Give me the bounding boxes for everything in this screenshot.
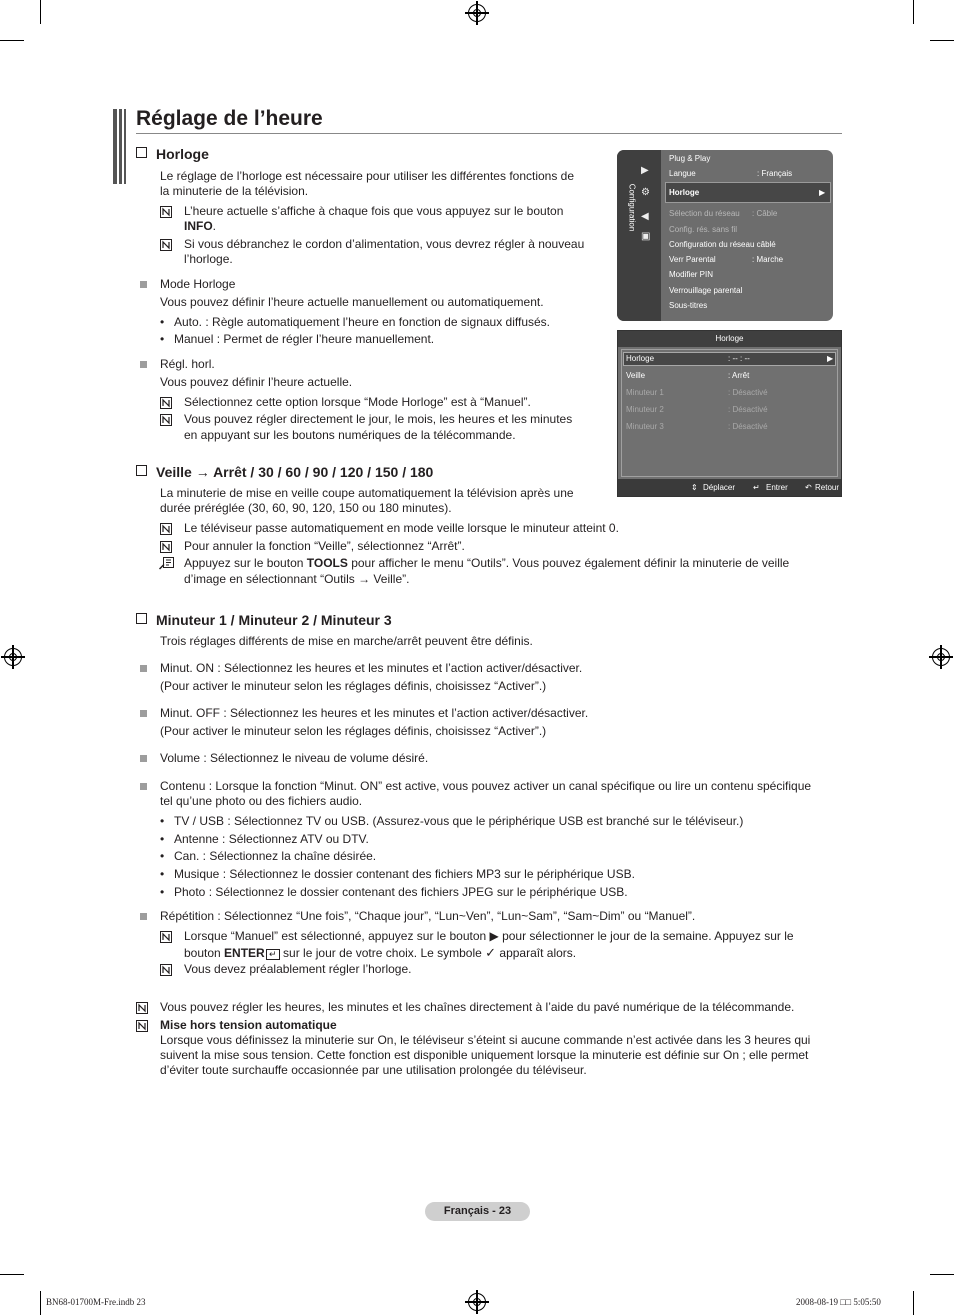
section-heading-veille: [136, 464, 433, 481]
crop-mark: [913, 0, 914, 24]
menu-item-modifier-pin: Modifier PIN: [669, 270, 714, 279]
menu-value-langue: : Français: [757, 169, 793, 178]
note-icon: [136, 1002, 148, 1014]
tv-horloge-menu-screenshot: [617, 330, 842, 497]
square-bullet-icon: [140, 710, 147, 717]
page-number-badge: Français - 23: [425, 1202, 530, 1221]
heading-text: Minuteur 1 / Minuteur 2 / Minuteur 3: [156, 612, 392, 628]
enter-icon: ↵: [266, 949, 280, 960]
bullet-dot: •: [160, 832, 165, 846]
enter-icon: ↵: [753, 483, 760, 492]
menu-item-verrouillage-parental: Verrouillage parental: [669, 286, 743, 295]
regl-horl-label: Régl. horl.: [160, 357, 215, 371]
menu-item-config-cable: Configuration du réseau câblé: [669, 240, 776, 249]
registration-mark-icon: [932, 648, 950, 666]
heading-text: Veille → Arrêt / 30 / 60 / 90 / 120 / 150 / 180: [156, 464, 434, 480]
footer-move: Déplacer: [703, 483, 736, 492]
minut-contenu-line2: tel qu’une photo ou des fichiers audio.: [160, 794, 363, 808]
section-heading-minuteur: [136, 612, 392, 629]
veille-note2: Pour annuler la fonction “Veille”, sélectionnez “Arrêt”.: [184, 539, 465, 553]
crop-mark: [930, 1274, 954, 1275]
footer-back: Retour: [815, 483, 840, 492]
regl-note1: Sélectionnez cette option lorsque “Mode Horloge” est à “Manuel”.: [184, 395, 531, 409]
setup-gear-icon: ⚙: [641, 187, 650, 198]
contenu-tv-usb: TV / USB : Sélectionnez TV ou USB. (Assurez-vous que le périphérique USB est branché sur le téléviseur.): [174, 814, 744, 828]
submenu-row-minuteur-3: Minuteur 3: [626, 422, 664, 431]
horloge-note1-line2: [184, 219, 216, 234]
submenu-value-horloge: : -- : --: [728, 354, 750, 363]
veille-desc-2: durée préréglée (30, 60, 90, 120, 150 ou 180 minutes).: [160, 501, 452, 515]
footer-file: BN68-01700M-Fre.indb 23: [46, 1297, 146, 1307]
submenu-value-minuteur-1: : Désactivé: [728, 388, 768, 397]
minut-off-line1: Minut. OFF : Sélectionnez les heures et les minutes et l’action activer/désactiver.: [160, 706, 589, 720]
crop-mark: [913, 1291, 914, 1315]
veille-desc-1: La minuterie de mise en veille coupe automatiquement la télévision après une: [160, 486, 574, 500]
section-heading-horloge: [136, 146, 209, 163]
minut-contenu-line1: Contenu : Lorsque la fonction “Minut. ON” est active, vous pouvez activer un canal spécifique ou lire un contenu spécifique: [160, 779, 812, 793]
bullet-dot: •: [160, 849, 165, 863]
note-icon: [160, 206, 172, 218]
minut-repetition: Répétition : Sélectionnez “Une fois”, “Chaque jour”, “Lun~Ven”, “Lun~Sam”, “Sam~Dim” ou “Manuel”.: [160, 909, 696, 923]
square-bullet-icon: [140, 913, 147, 920]
registration-mark-icon: [468, 1293, 486, 1311]
title-rule: [136, 133, 842, 134]
minut-on-line1: Minut. ON : Sélectionnez les heures et les minutes et l’action activer/désactiver.: [160, 661, 583, 675]
square-bullet-icon: [140, 755, 147, 762]
minut-off-line2: (Pour activer le minuteur selon les réglages définis, choisissez “Activer”.): [160, 724, 547, 738]
veille-tools-line1: [184, 556, 789, 571]
horloge-note2-line1: Si vous débranchez le cordon d’alimentation, vous devrez régler à nouveau: [184, 237, 585, 251]
horloge-intro-2: la minuterie de la télévision.: [160, 184, 309, 198]
bottom-note2-heading: Mise hors tension automatique: [160, 1018, 337, 1032]
submenu-row-minuteur-2: Minuteur 2: [626, 405, 664, 414]
note-icon: [160, 239, 172, 251]
submenu-row-horloge: Horloge: [626, 354, 655, 363]
mode-horloge-label: Mode Horloge: [160, 277, 236, 291]
crop-mark: [40, 1291, 41, 1315]
bottom-note1: Vous pouvez régler les heures, les minutes et les chaînes directement à l’aide du pavé numérique de la télécommande.: [160, 1000, 795, 1014]
crop-mark: [0, 40, 24, 41]
contenu-musique: Musique : Sélectionnez le dossier contenant des fichiers MP3 sur le périphérique USB.: [174, 867, 635, 881]
arrow-right-icon: ▶: [819, 188, 826, 197]
minut-volume: Volume : Sélectionnez le niveau de volume désiré.: [160, 751, 429, 765]
registration-mark-icon: [468, 4, 486, 22]
crop-mark: [0, 1274, 24, 1275]
bottom-note2-line3: d’éviter toute surchauffe occasionnée par une utilisation prolongée du téléviseur.: [160, 1063, 587, 1077]
menu-value-verr-parental: : Marche: [752, 255, 784, 264]
square-bullet-icon: [140, 783, 147, 790]
submenu-value-minuteur-2: : Désactivé: [728, 405, 768, 414]
note-icon: [160, 414, 172, 426]
application-icon: ▣: [641, 231, 651, 242]
veille-note1: Le téléviseur passe automatiquement en mode veille lorsque le minuteur atteint 0.: [184, 521, 619, 535]
return-icon: ↶: [805, 483, 812, 492]
checkbox-bullet-icon: [136, 465, 147, 476]
menu-item-sous-titres: Sous-titres: [669, 301, 708, 310]
info-button-label: INFO: [184, 219, 213, 233]
mode-horloge-desc: Vous pouvez définir l’heure actuelle manuellement ou automatiquement.: [160, 295, 544, 309]
note-icon: [160, 541, 172, 553]
note-icon: [160, 523, 172, 535]
contenu-photo: Photo : Sélectionnez le dossier contenant des fichiers JPEG sur le périphérique USB.: [174, 885, 628, 899]
note-icon: [160, 931, 172, 943]
footer-enter: Entrer: [766, 483, 788, 492]
note-icon: [160, 397, 172, 409]
text: bouton: [184, 946, 225, 960]
contenu-can: Can. : Sélectionnez la chaîne désirée.: [174, 849, 377, 863]
text: pour afficher le menu “Outils”. Vous pouvez également définir la minuterie de veille: [347, 556, 790, 570]
repetition-note1-line2: [184, 945, 576, 961]
bottom-note2-line1: Lorsque vous définissez la minuterie sur On, le téléviseur s’éteint si aucune commande n’est activée dans les 3 heures qui: [160, 1033, 811, 1047]
mode-manuel: Manuel : Permet de régler l’heure manuellement.: [174, 332, 435, 346]
text: sur le jour de votre choix. Le symbole: [279, 946, 486, 960]
page-title: Réglage de l’heure: [136, 107, 323, 130]
arrow-right-icon: ▶: [827, 354, 834, 363]
menu-side-label: Configuration: [627, 183, 637, 232]
crop-mark: [40, 0, 41, 24]
enter-button-label: ENTER: [224, 946, 265, 960]
submenu-value-minuteur-3: : Désactivé: [728, 422, 768, 431]
horloge-note2-line2: l’horloge.: [184, 252, 233, 266]
repetition-note2: Vous devez préalablement régler l’horloge.: [184, 962, 412, 976]
text: apparaît alors.: [496, 946, 577, 960]
veille-tools-line2: d’image en sélectionnant “Outils → Veille”.: [184, 572, 410, 586]
repetition-note1-line1: Lorsque “Manuel” est sélectionné, appuyez sur le bouton ▶ pour sélectionner le jour de la semaine. Appuyez sur le: [184, 929, 794, 943]
checkbox-bullet-icon: [136, 147, 147, 158]
picture-icon: ▶: [641, 165, 649, 176]
input-icon: ◀: [641, 211, 649, 222]
menu-item-plug-play: Plug & Play: [669, 154, 711, 163]
submenu-row-minuteur-1: Minuteur 1: [626, 388, 664, 397]
submenu-footer: [618, 479, 841, 496]
checkmark-icon: ✓: [485, 945, 497, 960]
contenu-antenne: Antenne : Sélectionnez ATV ou DTV.: [174, 832, 369, 846]
tools-button-label: TOOLS: [306, 556, 348, 570]
minuteur-desc: Trois réglages différents de mise en marche/arrêt peuvent être définis.: [160, 634, 533, 648]
heading-text: Horloge: [156, 146, 209, 162]
mode-auto: Auto. : Règle automatiquement l’heure en fonction de signaux diffusés.: [174, 315, 551, 329]
regl-note2-line2: en appuyant sur les boutons numériques de la télécommande.: [184, 428, 516, 442]
submenu-title: Horloge: [618, 331, 841, 347]
submenu-row-veille: Veille: [626, 371, 646, 380]
tv-config-menu-screenshot: [617, 150, 833, 321]
menu-value-selection-reseau: : Câble: [752, 209, 778, 218]
horloge-note1-line1: L’heure actuelle s’affiche à chaque fois que vous appuyez sur le bouton: [184, 204, 564, 218]
note-icon: [136, 1020, 148, 1032]
crop-mark: [930, 40, 954, 41]
tools-icon: [159, 557, 175, 569]
move-arrows-icon: ⇕: [691, 483, 698, 492]
text: Appuyez sur le bouton: [184, 556, 307, 570]
checkbox-bullet-icon: [136, 613, 147, 624]
square-bullet-icon: [140, 361, 147, 368]
note-icon: [160, 964, 172, 976]
bullet-dot: •: [160, 867, 165, 881]
registration-mark-icon: [4, 648, 22, 666]
text: .: [212, 219, 217, 233]
bullet-dot: •: [160, 814, 165, 828]
menu-item-langue: Langue: [669, 169, 696, 178]
minut-on-line2: (Pour activer le minuteur selon les réglages définis, choisissez “Activer”.): [160, 679, 547, 693]
bullet-dot: •: [160, 332, 165, 346]
square-bullet-icon: [140, 281, 147, 288]
bullet-dot: •: [160, 885, 165, 899]
footer-date: 2008-08-19 □□ 5:05:50: [796, 1297, 881, 1307]
menu-item-selection-reseau: Sélection du réseau: [669, 209, 740, 218]
menu-item-verr-parental: Verr Parental: [669, 255, 716, 264]
regl-horl-desc: Vous pouvez définir l’heure actuelle.: [160, 375, 353, 389]
menu-item-horloge: Horloge: [669, 188, 700, 197]
square-bullet-icon: [140, 665, 147, 672]
submenu-value-veille: : Arrêt: [728, 371, 750, 380]
menu-item-config-sans-fil: Config. rés. sans fil: [669, 225, 738, 234]
regl-note2-line1: Vous pouvez régler directement le jour, le mois, les heures et les minutes: [184, 412, 573, 426]
horloge-intro-1: Le réglage de l’horloge est nécessaire pour utiliser les différentes fonctions de: [160, 169, 575, 183]
bottom-note2-line2: suivent la mise sous tension. Cette fonction est disponible uniquement lorsque la minuterie est définie sur On ; elle permet: [160, 1048, 809, 1062]
bullet-dot: •: [160, 315, 165, 329]
